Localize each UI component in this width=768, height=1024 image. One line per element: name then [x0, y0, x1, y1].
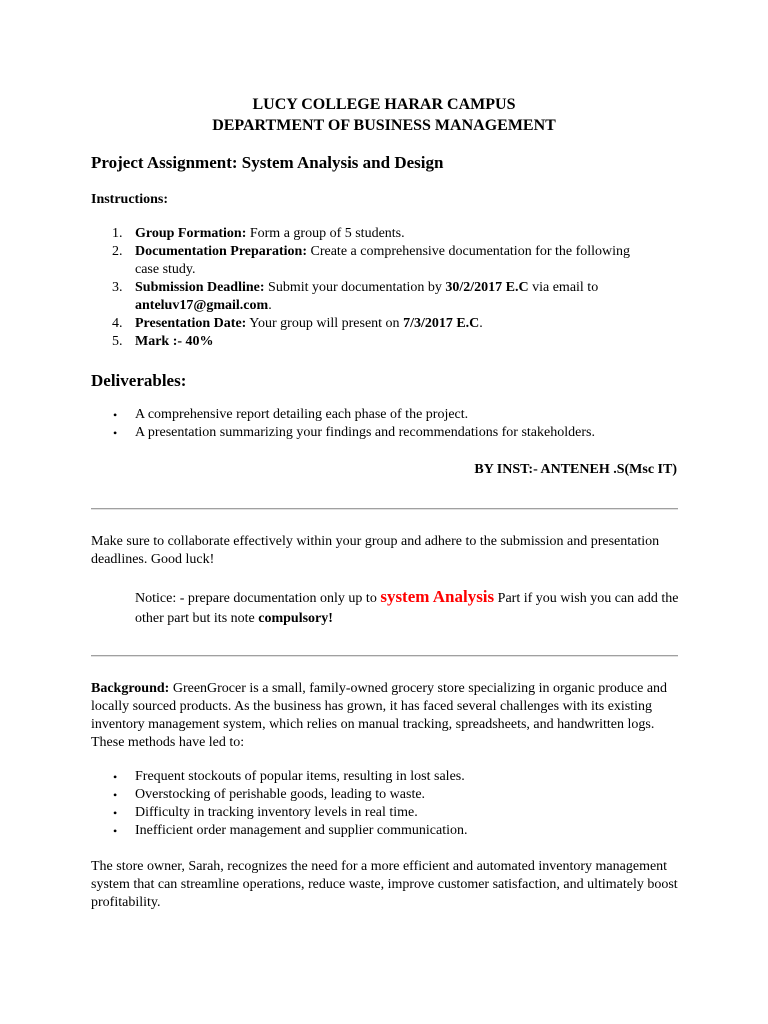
- divider: [91, 655, 678, 657]
- problem-item: • Inefficient order management and supplier communication.: [113, 823, 468, 838]
- instructions-list: [91, 225, 651, 351]
- instruction-item: 3. Submission Deadline: Submit your documentation by 30/2/2017 E.C via email to anteluv17@gmail.com.: [112, 280, 599, 313]
- bullet-icon: •: [113, 408, 118, 422]
- bullet-icon: •: [113, 788, 118, 802]
- conclusion-paragraph: The store owner, Sarah, recognizes the need for a more efficient and automated inventory management system that can streamline operations, reduce waste, improve customer satisfaction, and ultimately boost profitability.: [91, 859, 678, 910]
- deliverable-item: • A presentation summarizing your findings and recommendations for stakeholders.: [113, 425, 595, 440]
- problem-item: • Overstocking of perishable goods, leading to waste.: [113, 787, 426, 802]
- instruction-item: 4. Presentation Date: Your group will present on 7/3/2017 E.C.: [112, 316, 483, 331]
- instruction-item: 2. Documentation Preparation: Create a comprehensive documentation for the following case study.: [112, 244, 631, 277]
- email-address: anteluv17@gmail.com: [135, 298, 269, 313]
- notice-paragraph: Notice: - prepare documentation only up to system Analysis Part if you wish you can add the other part but its note compulsory!: [135, 587, 679, 626]
- problems-list: [91, 768, 691, 840]
- problem-item: • Frequent stockouts of popular items, resulting in lost sales.: [113, 769, 465, 784]
- background-paragraph: Background: GreenGrocer is a small, family-owned grocery store specializing in organic produce and locally sourced products. As the business has grown, it has faced several challenges with its existing inventory management system, which relies on manual tracking, spreadsheets, and handwritten logs. These methods have led to:: [91, 681, 668, 750]
- deliverables-title: Deliverables:: [91, 371, 187, 390]
- project-title: Project Assignment: System Analysis and Design: [91, 153, 444, 172]
- collaboration-note: Make sure to collaborate effectively within your group and adhere to the submission and presentation deadlines. Good luck!: [91, 534, 660, 567]
- college-name: LUCY COLLEGE HARAR CAMPUS: [252, 96, 516, 113]
- bullet-icon: •: [113, 770, 118, 784]
- deliverables-list: [91, 406, 691, 442]
- instruction-item: 5. Mark :- 40%: [112, 334, 214, 349]
- instructions-label: Instructions:: [91, 192, 169, 207]
- instructor-signature: BY INST:- ANTENEH .S(Msc IT): [474, 462, 677, 477]
- bullet-icon: •: [113, 426, 118, 440]
- instruction-item: 1. Group Formation: Form a group of 5 students.: [112, 226, 405, 241]
- notice-highlight: system Analysis: [380, 587, 495, 606]
- problem-item: • Difficulty in tracking inventory levels in real time.: [113, 805, 418, 820]
- bullet-icon: •: [113, 824, 118, 838]
- deliverable-item: • A comprehensive report detailing each phase of the project.: [113, 407, 469, 422]
- divider: [91, 508, 678, 510]
- department-name: DEPARTMENT OF BUSINESS MANAGEMENT: [212, 117, 556, 134]
- bullet-icon: •: [113, 806, 118, 820]
